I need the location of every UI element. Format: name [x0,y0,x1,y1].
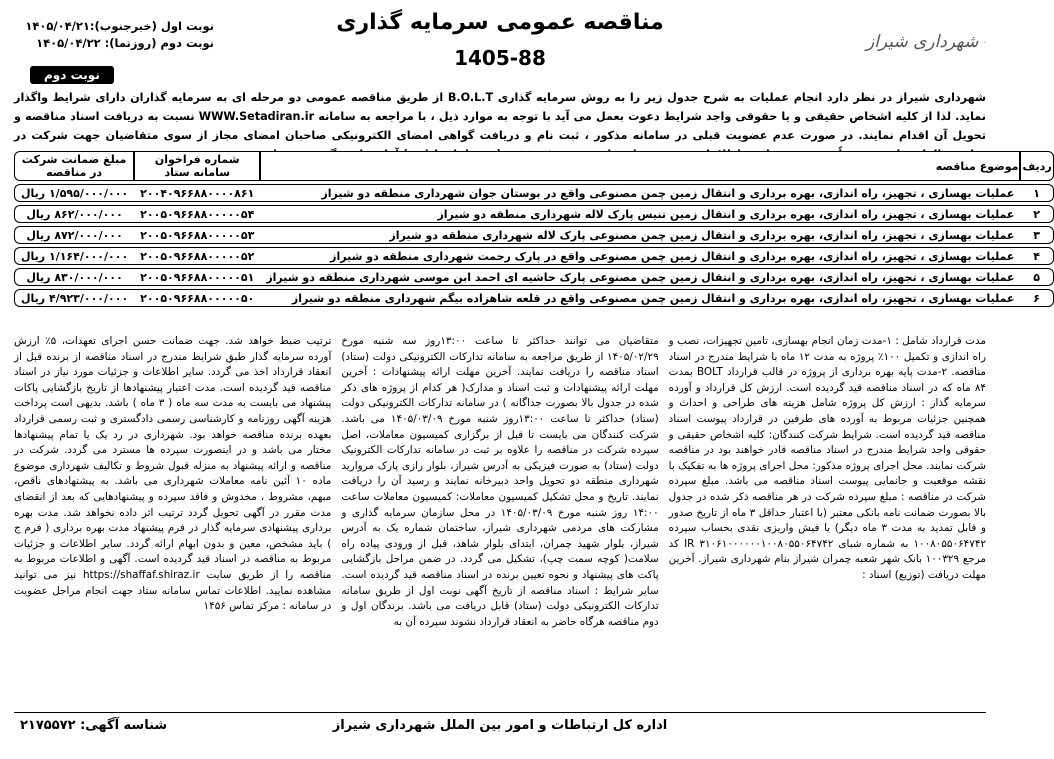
logo [866,12,986,72]
row-number: ۶ [1020,289,1053,307]
row-amount: ۸۷۲/۰۰۰/۰۰۰ ریال [14,226,134,244]
ad-id: شناسه آگهی: ۲۱۷۵۵۷۲ [20,718,168,733]
tender-number: 1405-88 [454,46,546,70]
table-row [14,226,1054,244]
row-amount: ۸۶۲/۰۰۰/۰۰۰ ریال [14,205,134,223]
header-code: شماره فراخوان سامانه ستاد [134,151,260,181]
conditions-left-column [14,334,331,714]
row-subject: عملیات بهسازی ، تجهیز، راه اندازی، بهره برداری و انتقال زمین چمن مصنوعی پارک حاشیه ای احمد ابن موسی شهرداری منطقه دو شیراز [260,268,1020,286]
conditions-right-column [669,334,986,714]
conditions-left-text: ترتیب ضبط خواهد شد. جهت ضمانت حسن اجرای تعهدات، ۵٪ ارزش آورده سرمایه گذار طبق شرایط مندرج در اسناد مناقصه از برنده قبل از انعقاد قرارداد اخذ می گردد. سایر اطلاعات و جزئیات مورد نیاز در اسناد مناقصه قید گردیده است. مدت اعتبار پیشنهادها از تاریخ بازگشایی پاکات پیشنهاد می بایست به مدت سه ماه ( ۳ ماه ) باشد. بدیهی است پرداخت هزینه آگهی روزنامه و کارشناسی رسمی دادگستری و ثبت رسمی قرارداد بعهده برنده مناقصه خواهد بود. شهرداری در رد یک یا تمام پیشنهادها مختار می باشد و در اینصورت سپرده ها مسترد می گردد. شرکت در مناقصه و ارائه پیشنهاد به منزله قبول شروط و تکالیف شهرداری موضوع ماده ۱۰ آئین نامه معاملات شهرداری می باشد. به پیشنهادهای ناقص، مبهم، مشروط ، مخدوش و فاقد سپرده و پیشنهادهایی که بعد از انقضای مدت مقرر در آگهی تحویل گردد ترتیب اثر داده نخواهد شد. مدت بهره برداری پیشنهادی سرمایه گذار در فرم پیشنهاد مدت بهره برداری ( فرم ج ) باید مشخص، معین و بدون ابهام ارائه گردد. سایر اطلاعات و جزئیات مربوط به مناقصه در اسناد قید گردیده است. آگهی و اطلاعات مربوط به مناقصه را از طریق سایت https://shaffaf.shiraz.ir نیز می توانید مشاهده نمایید. اطلاعات تماس سامانه ستاد جهت انجام مراحل عضویت در سامانه : مرکز تماس ۱۴۵۶ [14,335,332,613]
row-number: ۴ [1020,247,1053,265]
row-code: ۲۰۰۵۰۹۶۶۸۸۰۰۰۰۰۵۳ [134,226,260,244]
table-row [14,289,1054,307]
table-row [14,268,1054,286]
row-subject: عملیات بهسازی ، تجهیز، راه اندازی، بهره برداری و انتقال زمین چمن مصنوعی واقع در قلعه شاهزاده بیگم شهرداری منطقه دو شیراز [260,289,1020,307]
table-row [14,247,1054,265]
table-header-row [14,151,1054,181]
row-number: ۲ [1020,205,1053,223]
row-amount: ۸۳۰/۰۰۰/۰۰۰ ریال [14,268,134,286]
row-subject: عملیات بهسازی ، تجهیز، راه اندازی، بهره برداری و انتقال زمین چمن مصنوعی واقع در بوستان جوان شهرداری منطقه دو شیراز [260,184,1020,202]
header-subject: موضوع مناقصه [260,151,1020,181]
row-code: ۲۰۰۴۰۹۶۶۸۸۰۰۰۰۸۶۱ [134,184,260,202]
header-amount: مبلغ ضمانت شرکت در مناقصه [14,151,134,181]
row-amount: ۴/۹۲۳/۰۰۰/۰۰۰ ریال [14,289,134,307]
logo-text: شهرداری شیراز [866,32,979,52]
page-title: مناقصه عمومی سرمایه گذاری [336,10,664,35]
conditions-right-text: مدت قرارداد شامل : ۱-مدت زمان انجام بهسازی، تامین تجهیزات، نصب و راه اندازی و تکمیل ۱۰۰٪ پروژه به مدت ۱۲ ماه با شرایط مندرج در اسناد مناقصه. ۲-مدت پایه بهره برداری از پروژه در قالب قرارداد BOLT بمدت ۸۴ ماه که در اسناد مناقصه قید گردیده است. ارزش کل قرارداد و آورده سرمایه گذار : ارزش کل پروژه شامل هزینه های طراحی و احداث و همچنین جزئیات مربوط به آورده های طرفین در قرارداد پیوست اسناد مناقصه قید گردیده است. شرایط شرکت کنندگان: کلیه اشخاص حقیقی و حقوقی واجد شرایط مندرج در اسناد مناقصه قادر خواهند بود در مناقصه شرکت نمایند. محل اجرای پروژه مذکور: محل اجرای پروژه ها به تفکیک با نقشه موقعیت و جانمایی پیوست اسناد مناقصه می باشد. مبلغ سپرده شرکت در مناقصه : مبلغ سپرده شرکت در هر مناقصه ذکر شده در جدول بالا بصورت ضمانت نامه بانکی معتبر (با اعتبار حداقل ۳ ماه از تاریخ صدور و قابل تمدید به مدت ۳ ماه دیگر) یا فیش واریزی نقدی بحساب سپرده ۱۰۰۸۰۵۵۰۶۴۷۴۲ به شماره شبای IR ۳۱۰۶۱۰۰۰۰۰۰۱۰۰۸۰۵۵۰۶۴۷۴۲ کد مرجع ۱۰۰۳۲۹ بانک شهر شعبه چمران شیراز بنام شهرداری شیراز. آخرین مهلت دریافت (توزیع) اسناد : [668,335,987,581]
table-row [14,205,1054,223]
date-first: نوبت اول (خبرجنوب):۱۴۰۵/۰۴/۲۱ [25,19,214,33]
conditions-columns [14,334,986,714]
shiraz-flower-icon [984,19,986,65]
footer-divider [14,712,986,713]
tender-table [14,148,1054,310]
date-second: نوبت دوم (روزنما): ۱۴۰۵/۰۴/۲۲ [36,36,214,50]
conditions-middle-text: متقاضیان می توانند حداکثر تا ساعت ۱۳:۰۰روز سه شنبه مورخ ۱۴۰۵/۰۲/۲۹ از طریق مراجعه به سامانه تدارکات الکترونیکی دولت (ستاد) اسناد مناقصه را دریافت نمایند. آخرین مهلت ارائه پیشنهادات : آخرین مهلت ارائه پیشنهادات و ثبت اسناد و مدارک( هر کدام از پروژه های ذکر شده در جدول بالا بصورت جداگانه ) در سامانه تدارکات الکترونیکی دولت (ستاد) حداکثر تا ساعت ۱۳:۰۰روز شنبه مورخ ۱۴۰۵/۰۳/۰۹ می باشد. شرکت کنندگان می بایست تا قبل از برگزاری کمیسیون معاملات، اصل سپرده شرکت در مناقصه را علاوه بر ثبت در سامانه تدارکات الکترونیک دولت (ستاد) به صورت فیزیکی به آدرس شیراز، بلوار رازی پارک مروارید شهرداری منطقه دو تحویل واحد دبیرخانه نمایند و رسید آن را دریافت نمایند. تاریخ و محل تشکیل کمیسیون معاملات: کمیسیون معاملات ساعت ۱۴:۰۰ روز شنبه مورخ ۱۴۰۵/۰۳/۰۹ در محل سازمان سرمایه گذاری و مشارکت های مردمی شهرداری شیراز، ساختمان شماره یک به آدرس شیراز، بلوار شهید چمران، ابتدای بلوار شاهد، قبل از ورودی پیاده راه سلامت( کوچه سمت چپ)، تشکیل می گردد. در ضمن مراحل بازگشایی پاکت های پیشنهاد و نحوه تعیین برنده در اسناد مناقصه قید گردیده است. سایر شرایط : اسناد مناقصه از تاریخ آگهی نوبت اول از طریق سامانه تدارکات الکترونیکی دولت (ستاد) قابل دریافت می باشد. برندگان اول و دوم مناقصه هرگاه حاضر به انعقاد قرارداد نشوند سپرده آن به [341,335,659,628]
row-number: ۵ [1020,268,1053,286]
row-subject: عملیات بهسازی ، تجهیز، راه اندازی، بهره برداری و انتقال زمین چمن مصنوعی واقع در پارک رحمت شهرداری منطقه دو شیراز [260,247,1020,265]
row-code: ۲۰۰۵۰۹۶۶۸۸۰۰۰۰۰۵۱ [134,268,260,286]
footer-department: اداره کل ارتباطات و امور بین الملل شهرداری شیراز [332,718,668,733]
row-subject: عملیات بهسازی ، تجهیز، راه اندازی، بهره برداری و انتقال زمین تنیس پارک لاله شهرداری منطقه دو شیراز [260,205,1020,223]
intro-paragraph: شهرداری شیراز در نظر دارد انجام عملیات به شرح جدول زیر را به روش سرمایه گذاری B.O.L.T از طریق مناقصه عمومی دو مرحله ای به سرمایه گذاران دارای شرایط واگذار نماید. لذا از کلیه اشخاص حقیقی و یا حقوقی واجد شرایط دعوت بعمل می آید با توجه به موارد ذیل ، با مراجعه به سامانه WWW.Setadiran.ir نسبت به دریافت اسناد مناقصه و تحویل آن اقدام نمایند. در صورت عدم عضویت قبلی در سامانه مذکور ، ثبت نام و دریافت گواهی امضای الکترونیکی صاحبان امضای مجاز از سوی متقاضیان جهت شرکت در [14,91,986,142]
table-row [14,184,1054,202]
publication-dates [14,18,214,52]
row-code: ۲۰۰۵۰۹۶۶۸۸۰۰۰۰۰۵۴ [134,205,260,223]
conditions-middle-column [341,334,658,714]
row-amount: ۱/۵۹۵/۰۰۰/۰۰۰ ریال [14,184,134,202]
row-amount: ۱/۱۶۴/۰۰۰/۰۰۰ ریال [14,247,134,265]
row-code: ۲۰۰۵۰۹۶۶۸۸۰۰۰۰۰۵۲ [134,247,260,265]
round-badge: نوبت دوم [30,66,114,84]
header-row-number: ردیف [1020,151,1053,181]
row-number: ۳ [1020,226,1053,244]
row-number: ۱ [1020,184,1053,202]
row-code: ۲۰۰۵۰۹۶۶۸۸۰۰۰۰۰۵۰ [134,289,260,307]
row-subject: عملیات بهسازی ، تجهیز، راه اندازی، بهره برداری و انتقال زمین چمن مصنوعی پارک لاله شهرداری منطقه دو شیراز [260,226,1020,244]
